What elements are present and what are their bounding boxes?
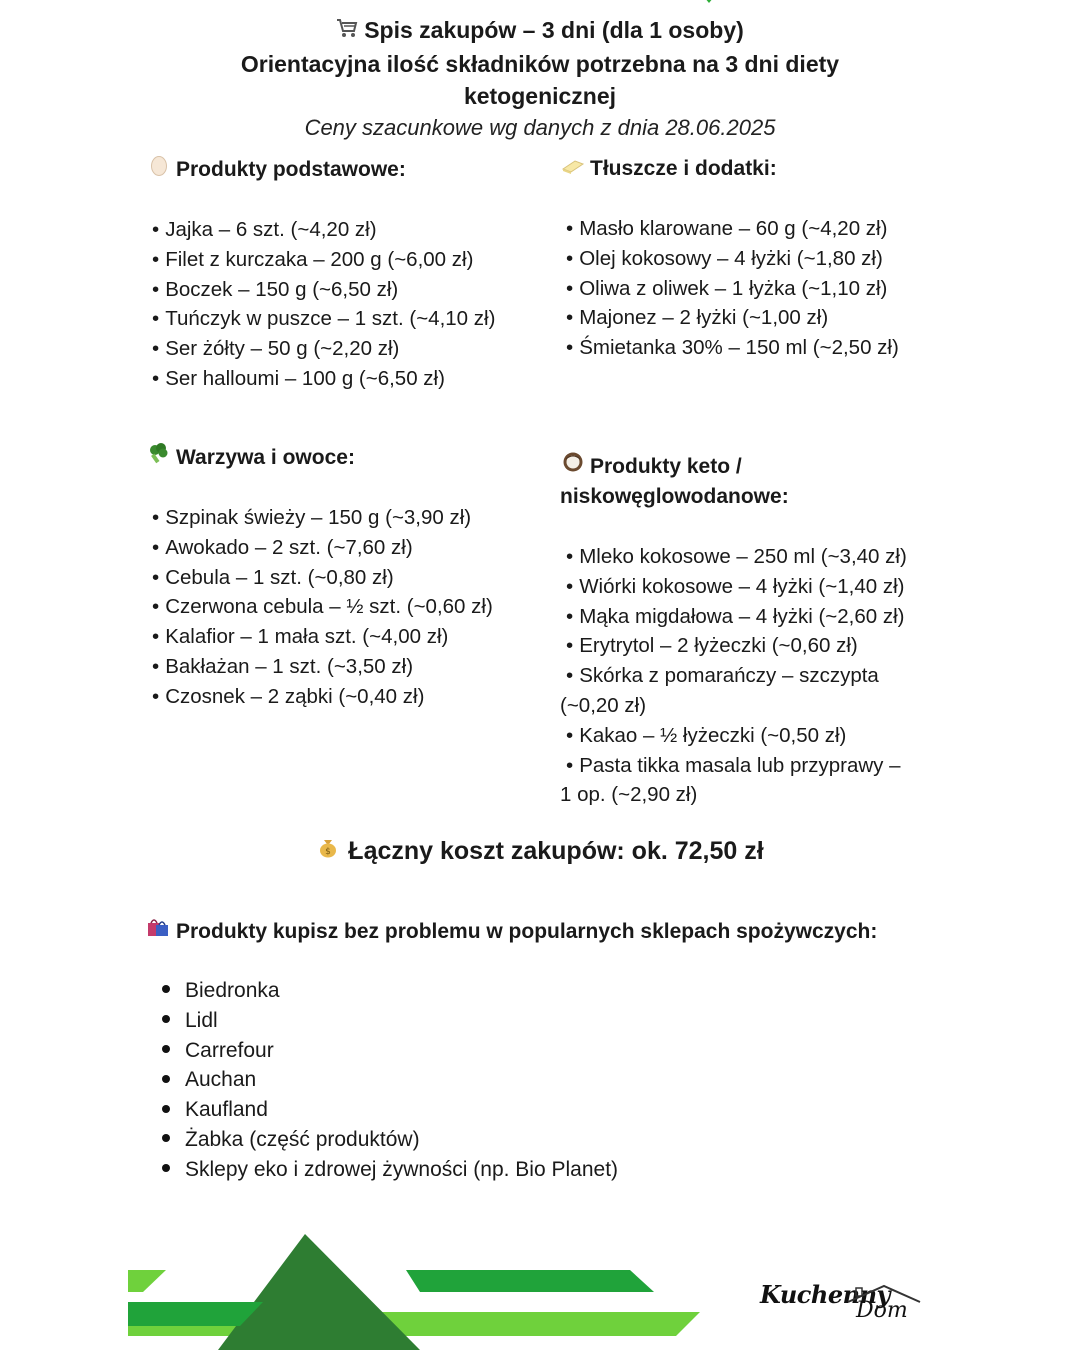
egg-icon <box>146 154 172 185</box>
page-title-text: Spis zakupów – 3 dni (dla 1 osoby) <box>364 17 744 43</box>
logo-text-line-1: Kuchenny <box>760 1280 890 1309</box>
shopping-bags-icon <box>146 916 172 947</box>
section-keto-products <box>560 451 960 810</box>
list-item: Kaufland <box>162 1095 618 1125</box>
coconut-icon <box>560 451 586 482</box>
footer-stripe-light <box>128 1270 166 1292</box>
list-item: • Skórka z pomarańczy – szczypta <box>566 664 879 688</box>
section-heading-text: Tłuszcze i dodatki: <box>590 157 777 180</box>
list-item: • Bakłażan – 1 szt. (~3,50 zł) <box>152 654 414 678</box>
section-heading <box>146 154 546 185</box>
butter-icon <box>560 154 586 184</box>
list-item: • Ser halloumi – 100 g (~6,50 zł) <box>152 366 445 390</box>
list-item: Sklepy eko i zdrowej żywności (np. Bio Planet) <box>162 1155 618 1185</box>
top-arrow-decoration <box>700 0 718 3</box>
total-cost <box>0 834 1080 868</box>
list-item: Żabka (część produktów) <box>162 1125 618 1155</box>
list-item: • Ser żółty – 50 g (~2,20 zł) <box>152 337 400 361</box>
svg-text:$: $ <box>325 847 332 857</box>
list-item: • Tuńczyk w puszce – 1 szt. (~4,10 zł) <box>152 307 496 331</box>
section-heading <box>560 154 960 184</box>
list-item: • Oliwa z oliwek – 1 łyżka (~1,10 zł) <box>566 276 888 300</box>
fats-list <box>560 214 960 363</box>
list-item: • Czosnek – 2 ząbki (~0,40 zł) <box>152 684 425 708</box>
list-item: • Kalafior – 1 mała szt. (~4,00 zł) <box>152 625 449 649</box>
list-item: • Szpinak świeży – 150 g (~3,90 zł) <box>152 506 472 529</box>
page-title <box>120 14 960 48</box>
list-item-continuation: (~0,20 zł) <box>560 693 647 717</box>
list-item: • Czerwona cebula – ½ szt. (~0,60 zł) <box>152 595 493 619</box>
list-item-continuation: 1 op. (~2,90 zł) <box>560 783 698 807</box>
list-item: • Śmietanka 30% – 150 ml (~2,50 zł) <box>566 336 899 360</box>
subtitle-line-1: Orientacyjna ilość składników potrzebna na 3 dni diety <box>240 51 840 77</box>
list-item: • Jajka – 6 szt. (~4,20 zł) <box>152 218 377 241</box>
section-heading-text: Produkty podstawowe: <box>176 158 406 181</box>
stores-list <box>162 976 618 1185</box>
section-vegetables <box>146 442 546 712</box>
vegetables-list <box>146 503 546 712</box>
section-basic-products <box>146 154 546 394</box>
list-item: • Mąka migdałowa – 4 łyżki (~2,60 zł) <box>566 604 905 628</box>
stores-heading <box>146 916 877 947</box>
header <box>120 14 960 144</box>
section-heading-text: Warzywa i owoce: <box>176 446 355 469</box>
section-heading-text: Produkty keto / <box>590 455 742 478</box>
broccoli-icon <box>146 442 172 473</box>
money-bag-icon <box>316 834 340 868</box>
list-item: • Boczek – 150 g (~6,50 zł) <box>152 277 399 301</box>
keto-products-list <box>560 542 960 810</box>
list-item: • Olej kokosowy – 4 łyżki (~1,80 zł) <box>566 246 883 270</box>
list-item: • Kakao – ½ łyżeczki (~0,50 zł) <box>566 723 847 747</box>
shopping-cart-icon <box>336 16 358 48</box>
list-item: • Wiórki kokosowe – 4 łyżki (~1,40 zł) <box>566 574 905 598</box>
price-date-note: Ceny szacunkowe wg danych z dnia 28.06.2025 <box>304 115 776 140</box>
list-item: Carrefour <box>162 1036 618 1066</box>
list-item: Lidl <box>162 1006 618 1036</box>
kuchenny-dom-logo <box>760 1280 930 1330</box>
footer-triangle <box>218 1234 420 1350</box>
list-item: • Majonez – 2 łyżki (~1,00 zł) <box>566 306 829 330</box>
logo-text-line-2: Dom <box>856 1298 908 1323</box>
list-item: • Awokado – 2 szt. (~7,60 zł) <box>152 535 413 559</box>
basic-products-list <box>146 215 546 394</box>
footer-stripe-green-left <box>128 1302 263 1326</box>
section-heading <box>560 451 960 482</box>
subtitle-line-2: ketogenicznej <box>463 83 617 109</box>
list-item: • Mleko kokosowe – 250 ml (~3,40 zł) <box>566 545 907 568</box>
total-cost-text: Łączny koszt zakupów: ok. 72,50 zł <box>348 837 764 865</box>
list-item: • Erytrytol – 2 łyżeczki (~0,60 zł) <box>566 634 858 658</box>
list-item: Biedronka <box>162 976 618 1006</box>
stores-heading-text: Produkty kupisz bez problemu w popularnych sklepach spożywczych: <box>176 920 878 943</box>
section-fats <box>560 154 960 363</box>
list-item: • Filet z kurczaka – 200 g (~6,00 zł) <box>152 247 474 271</box>
list-item: • Pasta tikka masala lub przyprawy – <box>566 753 901 777</box>
list-item: Auchan <box>162 1065 618 1095</box>
section-heading-line-2: niskowęglowodanowe: <box>560 485 789 508</box>
footer-stripe-green-upper <box>406 1270 654 1292</box>
list-item: • Masło klarowane – 60 g (~4,20 zł) <box>566 217 888 240</box>
section-heading <box>146 442 546 473</box>
list-item: • Cebula – 1 szt. (~0,80 zł) <box>152 565 394 589</box>
